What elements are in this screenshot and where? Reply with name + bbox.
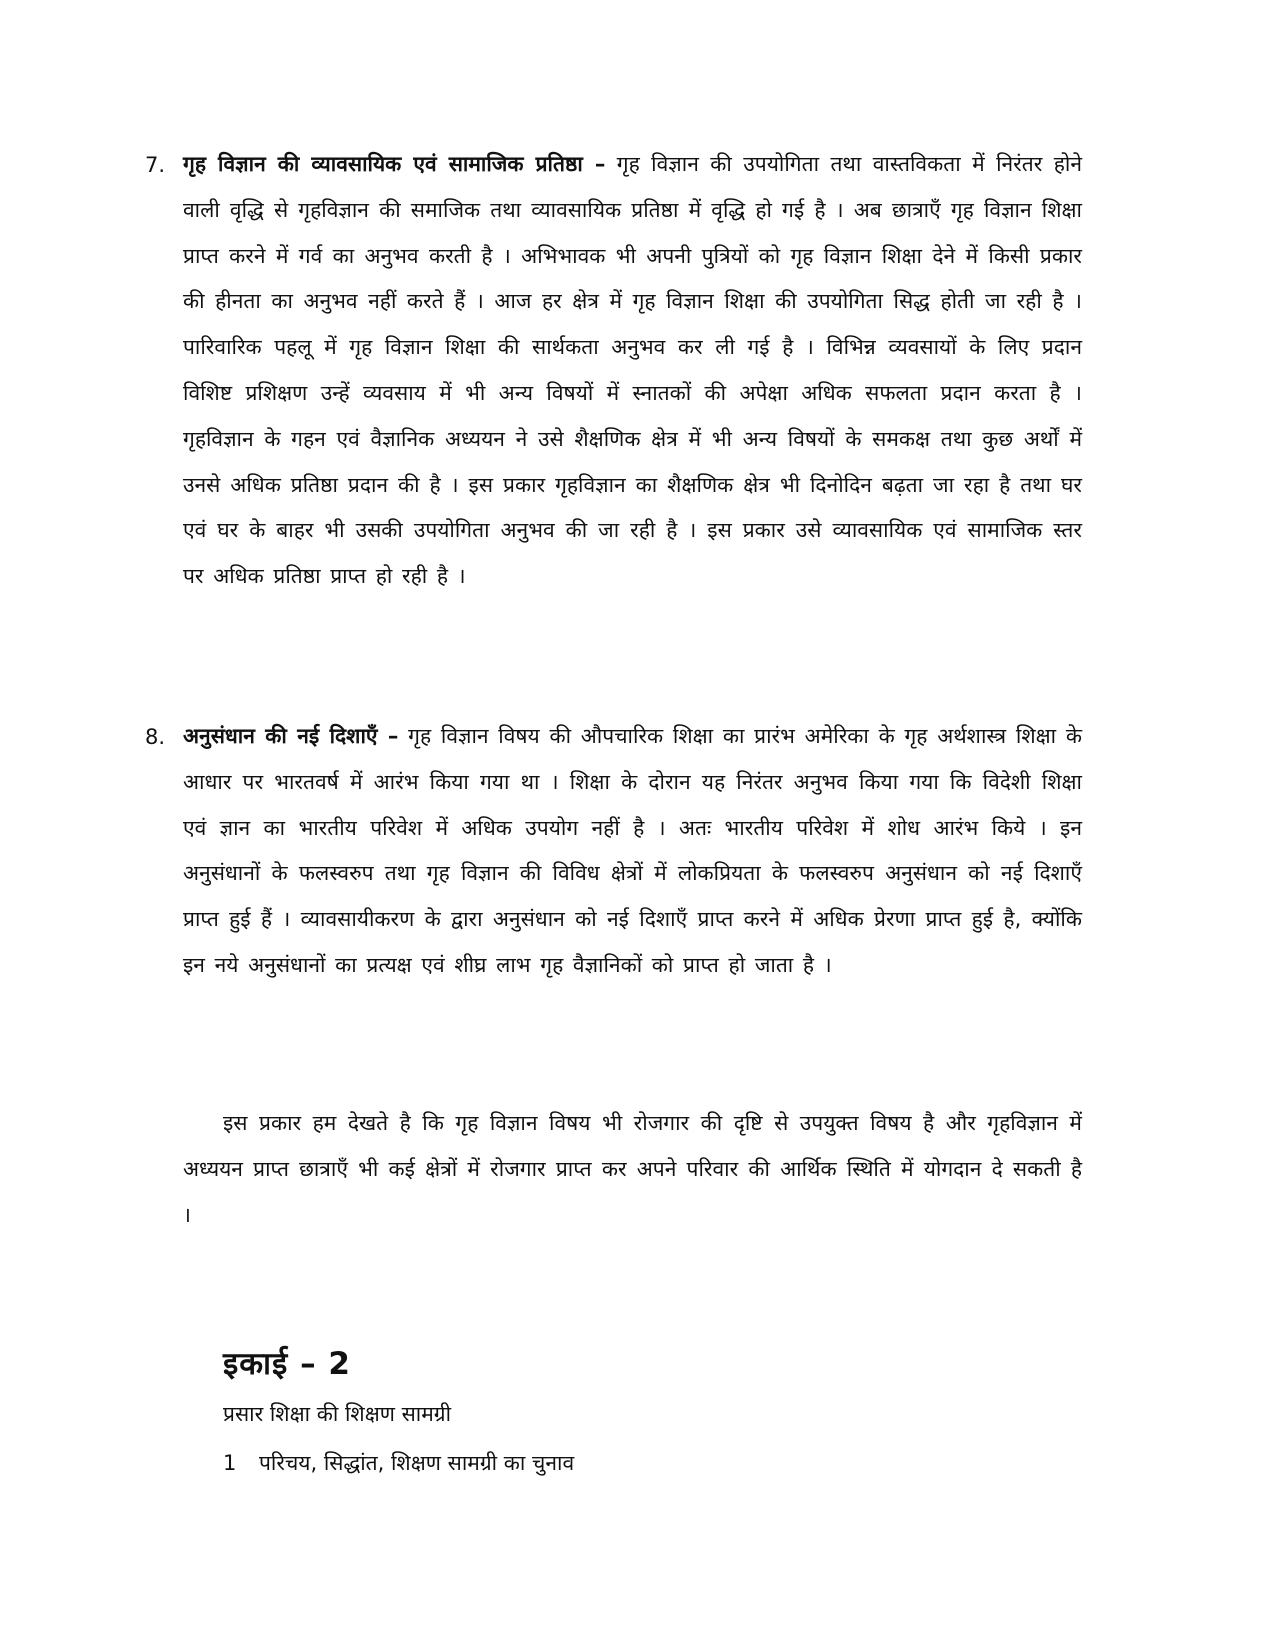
item-paragraph [183, 714, 1082, 989]
list-item-new-research-directions [145, 714, 1082, 989]
item-title: अनुसंधान की नई दिशाएँ – [183, 724, 399, 748]
unit-list-text: परिचय, सिद्धांत, शिक्षण सामग्री का चुनाव [259, 1451, 575, 1475]
unit-heading: इकाई – 2 [223, 1346, 351, 1382]
item-number: 7. [145, 153, 166, 177]
item-title: गृह विज्ञान की व्यावसायिक एवं सामाजिक प्रतिष्ठा – [183, 152, 606, 176]
unit-subtitle: प्रसार शिक्षा की शिक्षण सामग्री [223, 1402, 452, 1426]
conclusion-paragraph: इस प्रकार हम देखते है कि गृह विज्ञान विषय भी रोजगार की दृष्टि से उपयुक्त विषय है और गृहविज्ञान में अध्ययन प्राप्त छात्राएँ भी कई क्षेत्रों में रोजगार प्राप्त कर अपने परिवार की आर्थिक स्थिति में योगदान दे सकती है । [183, 1111, 1082, 1227]
item-text: गृह विज्ञान की उपयोगिता तथा वास्तविकता में निरंतर होने वाली वृद्धि से गृहविज्ञान की समाजिक तथा व्यावसायिक प्रतिष्ठा में वृद्धि हो गई है । अब छात्राएँ गृह विज्ञान शिक्षा प्राप्त करने में गर्व का अनुभव करती है । अभिभावक भी अपनी पुत्रियों को गृह विज्ञान शिक्षा देने में किसी प्रकार की हीनता का अनुभव नहीं करते हैं । आज हर क्षेत्र में गृह विज्ञान शिक्षा की उपयोगिता सिद्ध होती जा रही है । पारिवारिक पहलू में गृह विज्ञान शिक्षा की सार्थकता अनुभव कर ली गई है । विभिन्न व्यवसायों के लिए प्रदान विशिष्ट प्रशिक्षण उन्हें व्यवसाय में भी अन्य विषयों में स्नातकों की अपेक्षा अधिक सफलता प्रदान करता है । गृहविज्ञान के गहन एवं वैज्ञानिक अध्ययन ने उसे शैक्षणिक क्षेत्र में भी अन्य विषयों के समकक्ष तथा कुछ अर्थों में उनसे अधिक प्रतिष्ठा प्रदान की है । इस प्रकार गृहविज्ञान का शैक्षणिक क्षेत्र भी दिनोदिन बढ़ता जा रहा है तथा घर एवं घर के बाहर भी उसकी उपयोगिता अनुभव की जा रही है । इस प्रकार उसे व्यावसायिक एवं सामाजिक स्तर पर अधिक प्रतिष्ठा प्राप्त हो रही है । [183, 152, 1082, 589]
item-paragraph [183, 142, 1082, 600]
list-item-professional-social-prestige [145, 142, 1082, 600]
item-number: 8. [145, 725, 166, 749]
unit-list-item [223, 1449, 574, 1477]
item-text: गृह विज्ञान विषय की औपचारिक शिक्षा का प्रारंभ अमेरिका के गृह अर्थशास्त्र शिक्षा के आधार पर भारतवर्ष में आरंभ किया गया था । शिक्षा के दोरान यह निरंतर अनुभव किया गया कि विदेशी शिक्षा एवं ज्ञान का भारतीय परिवेश में अधिक उपयोग नहीं है । अतः भारतीय परिवेश में शोध आरंभ किये । इन अनुसंधानों के फलस्वरुप तथा गृह विज्ञान की विविध क्षेत्रों में लोकप्रियता के फलस्वरुप अनुसंधान को नई दिशाएँ प्राप्त हुई हैं । व्यावसायीकरण के द्वारा अनुसंधान को नई दिशाएँ प्राप्त करने में अधिक प्रेरणा प्राप्त हुई है, क्योंकि इन नये अनुसंधानों का प्रत्यक्ष एवं शीघ्र लाभ गृह वैज्ञानिकों को प्राप्त हो जाता है । [183, 724, 1082, 977]
unit-list-number: 1 [223, 1451, 237, 1475]
